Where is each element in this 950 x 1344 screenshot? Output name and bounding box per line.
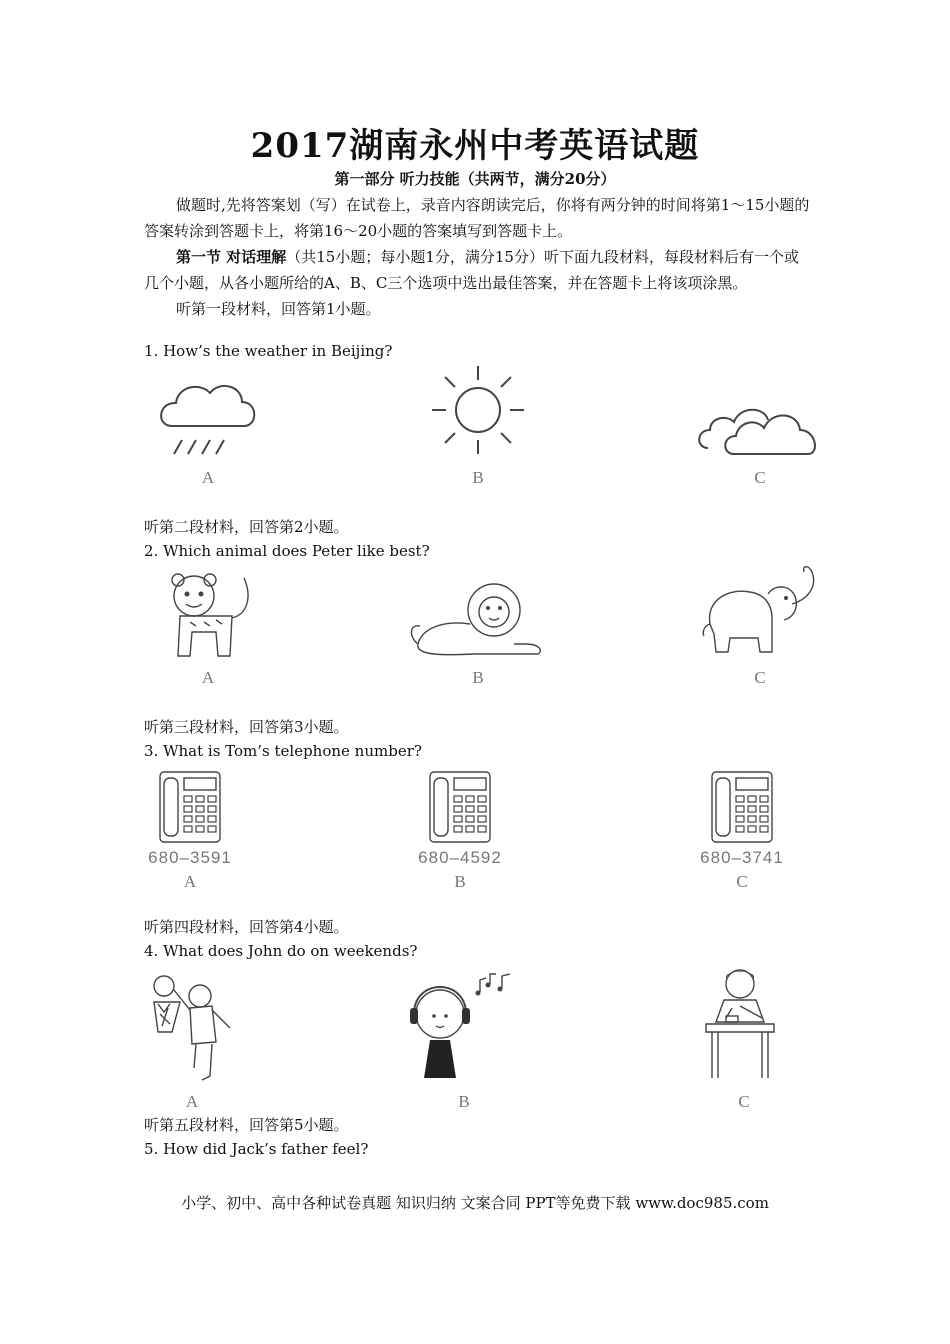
rain-cloud-icon	[160, 378, 260, 458]
q3-option-c-label: C	[736, 872, 748, 891]
boy-at-desk-icon	[700, 966, 780, 1082]
q2-option-c-label: C	[754, 668, 766, 687]
q5-instruction: 听第五段材料，回答第5小题。	[144, 1116, 349, 1134]
q3-option-a-number: 680–3591	[148, 848, 232, 867]
q1-instruction: 听第一段材料，回答第1小题。	[176, 300, 381, 318]
q1-option-b-label: B	[472, 468, 484, 487]
sun-icon	[428, 362, 528, 462]
basketball-player-icon	[150, 972, 240, 1084]
q4-option-c-label: C	[738, 1092, 750, 1111]
q3-option-b-number: 680–4592	[418, 848, 502, 867]
clouds-icon	[698, 400, 822, 460]
q2-option-b-label: B	[472, 668, 484, 687]
intro-text: 做题时,先将答案划（写）在试卷上，录音内容朗读完后，你将有两分钟的时间将第1～15小题的答案转涂到答题卡上，将第16～20小题的答案填写到答题卡上。	[144, 196, 810, 240]
telephone-icon	[710, 770, 776, 844]
q2-text: 2. Which animal does Peter like best?	[144, 542, 430, 560]
telephone-icon	[158, 770, 224, 844]
q3-option-a-label: A	[183, 872, 197, 891]
lion-icon	[414, 580, 546, 660]
q3-text: 3. What is Tom’s telephone number?	[144, 742, 422, 760]
tiger-icon	[160, 572, 260, 664]
q1-text: 1. How’s the weather in Beijing?	[144, 342, 393, 360]
page-footer: 小学、初中、高中各种试卷真题 知识归纳 文案合同 PPT等免费下载 www.doc985.com	[181, 1194, 769, 1212]
q4-text: 4. What does John do on weekends?	[144, 942, 418, 960]
telephone-icon	[428, 770, 494, 844]
music-listener-icon	[404, 974, 524, 1086]
q4-option-a-label: A	[185, 1092, 199, 1111]
q3-option-c-number: 680–3741	[700, 848, 784, 867]
q5-text: 5. How did Jack’s father feel?	[144, 1140, 369, 1158]
section1-text: （共15小题；每小题1分，满分15分）听下面九段材料，每段材料后有一个或几个小题，从各小题所给的A、B、C三个选项中选出最佳答案，并在答题卡上将该项涂黑。	[144, 248, 799, 292]
q4-instruction: 听第四段材料，回答第4小题。	[144, 918, 349, 936]
q4-option-b-label: B	[458, 1092, 470, 1111]
part-subtitle: 第一部分 听力技能（共两节，满分20分）	[334, 170, 616, 188]
section1-heading: 第一节 对话理解	[176, 248, 287, 266]
q1-option-c-label: C	[754, 468, 766, 487]
q3-instruction: 听第三段材料，回答第3小题。	[144, 718, 349, 736]
q3-option-b-label: B	[454, 872, 466, 891]
elephant-icon	[702, 564, 824, 660]
page-title: 2017湖南永州中考英语试题	[250, 126, 700, 166]
section1-intro	[144, 244, 812, 296]
instructions	[144, 192, 812, 322]
q2-instruction: 听第二段材料，回答第2小题。	[144, 518, 349, 536]
q2-option-a-label: A	[201, 668, 215, 687]
q1-option-a-label: A	[201, 468, 215, 487]
